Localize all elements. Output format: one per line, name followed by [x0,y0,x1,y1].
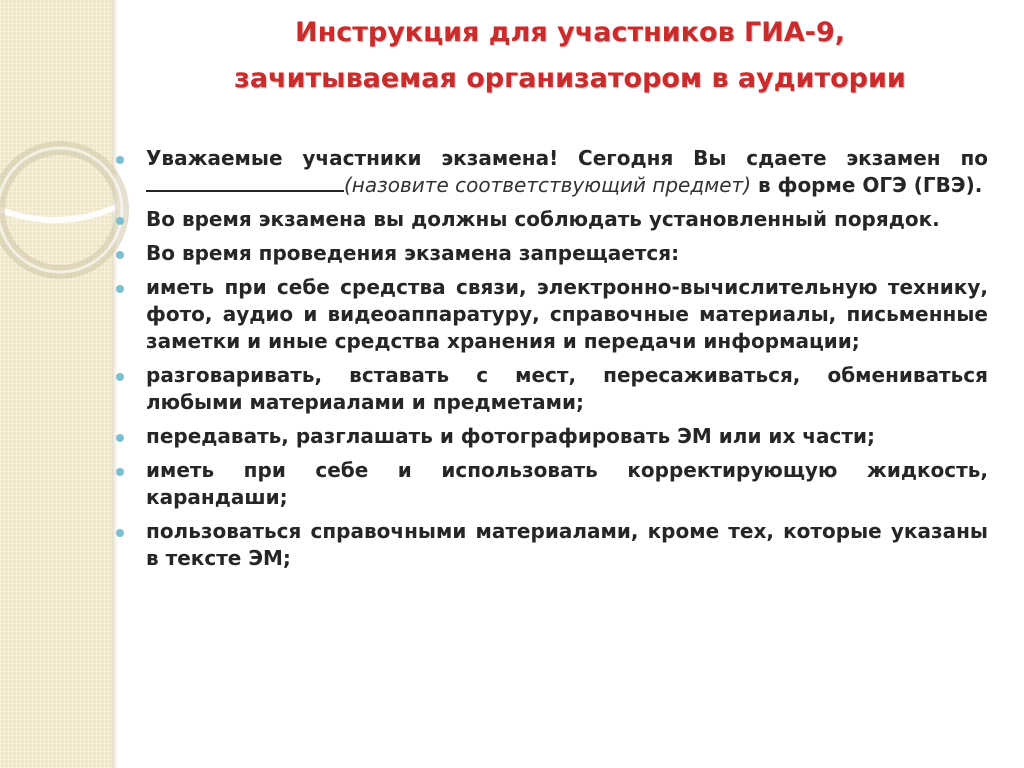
list-item [112,423,988,450]
title-line-1: Инструкция для участников ГИА-9, [294,17,846,48]
list-item-text: Во время экзамена вы должны соблюдать установленный порядок. [146,207,940,231]
list-item [112,274,988,355]
first-bullet-tail: в форме ОГЭ (ГВЭ). [751,173,983,197]
list-item-text: Во время проведения экзамена запрещается: [146,241,680,265]
title-line-2: зачитываемая организатором в аудитории [234,63,906,94]
list-item [112,145,988,199]
bullet-icon [116,251,124,259]
bullet-icon [116,285,124,293]
list-item-text: разговаривать, вставать с мест, пересаживаться, обмениваться любыми материалами и предметами; [146,363,988,414]
list-item-text: иметь при себе и использовать корректирующую жидкость, карандаши; [146,458,988,509]
list-item-text: иметь при себе средства связи, электронно-вычислительную технику, фото, аудио и видеоаппаратуру, справочные материалы, письменные заметки и иные средства хранения и передачи информации; [146,275,988,353]
first-bullet-hint: (назовите соответствующий предмет) [344,173,752,197]
list-item [112,457,988,511]
list-item-text: пользоваться справочными материалами, кроме тех, которые указаны в тексте ЭМ; [146,519,988,570]
subject-blank-line [146,172,344,192]
list-item [112,240,988,267]
bullet-icon [116,217,124,225]
list-item [112,206,988,233]
bullet-icon [116,529,124,537]
bullet-icon [116,373,124,381]
bullet-icon [116,156,124,164]
bullet-icon [116,434,124,442]
first-bullet-lead: Уважаемые участники экзамена! Сегодня Вы сдаете экзамен по [146,146,988,170]
page-title [150,10,990,102]
content-area [112,145,988,579]
bullet-icon [116,468,124,476]
list-item [112,518,988,572]
list-item [112,362,988,416]
bullet-list [112,145,988,572]
list-item-text: передавать, разглашать и фотографировать ЭМ или их части; [146,424,875,448]
